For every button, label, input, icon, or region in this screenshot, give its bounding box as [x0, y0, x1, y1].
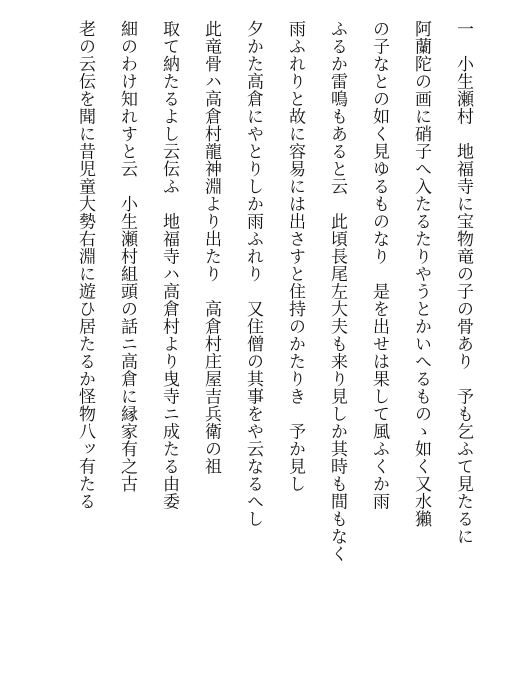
text-line: 老の云伝を聞に昔児童大勢右淵に遊ひ居たるか怪物八ッ有たる: [75, 20, 95, 510]
text-line: 阿蘭陀の画に硝子へ入たるたりやうとかいへるものゝ如く又水獺: [411, 20, 431, 528]
text-line: 此竜骨ハ高倉村龍神淵より出たり 高倉村庄屋吉兵衛の祖: [201, 20, 221, 475]
text-line: 取て納たるよし云伝ふ 地福寺ハ高倉村より曳寺ニ成たる由委: [159, 20, 179, 510]
text-line: 夕かた高倉にやとりしか雨ふれり 又住僧の其事をや云なるへし: [243, 20, 263, 528]
text-line: 雨ふれりと故に容易には出さすと住持のかたりき 予か見し: [285, 20, 305, 493]
text-line: 細のわけ知れすと云 小生瀬村組頭の話ニ高倉に縁家有之古: [117, 20, 137, 493]
text-line: ふるか雷鳴もあると云 此頃長尾左大夫も来り見しか其時も間もなく: [327, 20, 347, 563]
text-line: の子なとの如く見ゆるものなり 是を出せは果して風ふくか雨: [369, 20, 389, 510]
text-line: 一 小生瀬村 地福寺に宝物竜の子の骨あり 予も乞ふて見たるに: [453, 20, 473, 545]
vertical-text-block: [64, 20, 484, 563]
